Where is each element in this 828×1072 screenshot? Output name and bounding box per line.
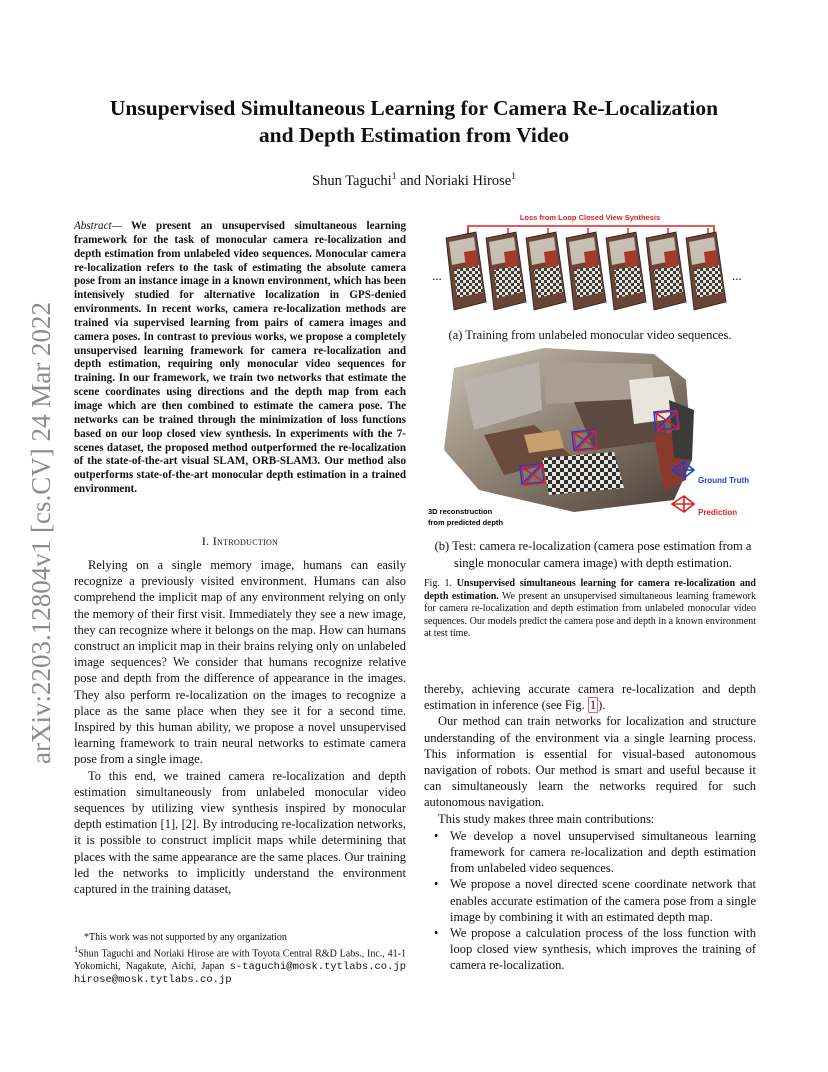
author-1-name: Shun Taguchi: [312, 172, 392, 189]
arxiv-stamp: [20, 276, 60, 766]
title-line-2: and Depth Estimation from Video: [258, 123, 570, 147]
figure-ref-link[interactable]: 1: [589, 698, 597, 713]
abstract: [74, 220, 406, 497]
legend-prediction-label: Prediction: [698, 508, 738, 517]
introduction-body-left: [74, 557, 406, 897]
abstract-lead: Abstract—: [74, 220, 122, 232]
video-frame: [486, 228, 526, 310]
figure-caption-text: We present an unsupervised simultaneous learning framework for camera re-localization and depth estimation from unlabeled monocular video sequences. Our models predict the camera pose and depth in a known environment at test time.: [424, 590, 756, 640]
video-frame: [686, 228, 726, 310]
intro-paragraph-4: This study makes three main contributions:: [438, 811, 655, 826]
paper-title: [60, 95, 768, 149]
author-2-name: Noriaki Hirose: [424, 172, 512, 189]
footnote-affil-text: Shun Taguchi and Noriaki Hirose are with Toyota Central R&D Labs., Inc., 41-1 Yokomichi, Nagakute, Aichi, Japan: [74, 948, 406, 973]
section-heading-introduction: [74, 534, 406, 549]
intro-paragraph-1: Relying on a single memory image, humans can easily recognize a previously visited environment. Humans can also comprehend the implicit map of any environment relying on only the memory of their first visit. Immediately they see a new image, they can recognize where it belongs on the map. How can humans construct an implicit map in their brains relying only on unlabeled image sequences? We consider that humans recognize relative pose and depth from the difference of appearance in the images. They also perform re-localization on the images to recognize a place as the same place when they see it for a second time. Inspired by this human ability, we propose a novel unsupervised learning framework to train neural networks to estimate camera pose from a single image.: [74, 558, 406, 767]
introduction-body-right: [424, 681, 756, 974]
intro-continuation: [424, 681, 756, 713]
figure-label: Fig. 1.: [424, 578, 453, 589]
continuation-before: thereby, achieving accurate camera re-localization and depth estimation in inference (see Fig.: [424, 682, 756, 713]
section-title: Introduction: [212, 534, 279, 548]
author-2-affil: 1: [511, 172, 516, 182]
contribution-item: • We propose a novel directed scene coordinate network that enables accurate estimation of the camera pose from a single image by combining it with an estimated depth map.: [450, 876, 756, 925]
author-joiner: and: [400, 172, 422, 189]
video-frame: [526, 228, 566, 310]
figure-1-caption: [424, 578, 756, 641]
footnote-affiliation: [74, 944, 406, 986]
figure-caption-bold: Unsupervised simultaneous learning for camera re-localization and depth estimation.: [424, 578, 756, 602]
footnote-email-2: hirose@mosk.tytlabs.co.jp: [74, 973, 232, 986]
figure-1a-training-sequence: [424, 208, 756, 318]
figure-1b-caption: (b) Test: camera re-localization (camera pose estimation from a single monocular camera image) with depth estimation.: [434, 539, 752, 570]
video-frame: [646, 228, 686, 310]
contribution-item: • We propose a calculation process of the loss function with loop closed view synthesis, which improves the training of camera re-localization.: [450, 925, 756, 974]
section-number: I.: [201, 534, 210, 548]
figure-1a-caption: (a) Training from unlabeled monocular video sequences.: [448, 328, 732, 342]
legend-ground-truth-label: Ground Truth: [698, 476, 750, 485]
footnote-funding: *This work was not supported by any organization: [84, 932, 287, 943]
author-1-affil: 1: [391, 172, 397, 182]
author-list: [60, 172, 768, 190]
legend-ground-truth: [672, 462, 749, 485]
ellipsis-right: ...: [732, 268, 742, 283]
video-frame: [446, 228, 486, 310]
continuation-after: ).: [598, 698, 606, 713]
intro-paragraph-3: Our method can train networks for localization and structure understanding of the environment via a single learning process. This information is essential for visual-based autonomous navigation of robots. Our method is smart and useful because it can simultaneously learn the networks required for such autonomous navigation.: [424, 714, 756, 810]
reconstruction-label-line2: from predicted depth: [428, 518, 504, 527]
contribution-item: • We develop a novel unsupervised simultaneous learning framework for camera re-localization and depth estimation from unlabeled video sequences.: [450, 828, 756, 877]
abstract-text: We present an unsupervised simultaneous learning framework for the task of monocular camera re-localization and depth estimation from unlabeled video sequences. Monocular camera re-localization refers to the task of estimating the absolute camera pose from an instance image in a known environment, which has been intensively studied for alternative localization in GPS-denied environments. In recent works, camera re-localization methods are trained via supervised learning from pairs of camera images and camera poses. In contrast to previous works, we propose a completely unsupervised learning framework for camera re-localization and depth estimation, requiring only monocular video sequences for training. In our framework, we train two networks that estimate the scene coordinates using directions and the depth map from each image which are then combined to estimate the camera pose. The networks can be trained through the minimization of loss functions based on our loop closed view synthesis. In experiments with the 7-scenes dataset, the proposed method outperformed the re-localization of the state-of-the-art visual SLAM, ORB-SLAM3. Our method also outperforms state-of-the-art monocular depth estimation in a trained environment.: [74, 220, 406, 496]
arxiv-id-text: arXiv:2203.12804v1 [cs.CV] 24 Mar 2022: [26, 302, 56, 764]
title-line-1: Unsupervised Simultaneous Learning for Camera Re-Localization: [109, 96, 719, 120]
footnote-affil-marker: 1: [74, 945, 79, 955]
video-frame: [606, 228, 646, 310]
footnote-email-1: s-taguchi@mosk.tytlabs.co.jp: [229, 961, 406, 974]
contribution-list: [424, 828, 756, 974]
ellipsis-left: ...: [432, 268, 442, 283]
figure-1b-reconstruction: [424, 340, 756, 532]
video-frame: [566, 228, 606, 310]
footnotes: [74, 932, 406, 986]
intro-paragraph-2: To this end, we trained camera re-localization and depth estimation simultaneously from unlabeled monocular video sequences by utilizing view synthesis inspired by monocular depth estimation [1], [2]. By introducing re-localization networks, it is possible to construct implicit maps while determining that places with the same appearance are the same places. Our training led the networks to implicitly understand the environment captured in the training dataset,: [74, 768, 406, 897]
legend-prediction: [672, 496, 737, 517]
reconstruction-label-line1: 3D reconstruction: [428, 507, 493, 516]
loss-banner-text: Loss from Loop Closed View Synthesis: [519, 213, 661, 222]
